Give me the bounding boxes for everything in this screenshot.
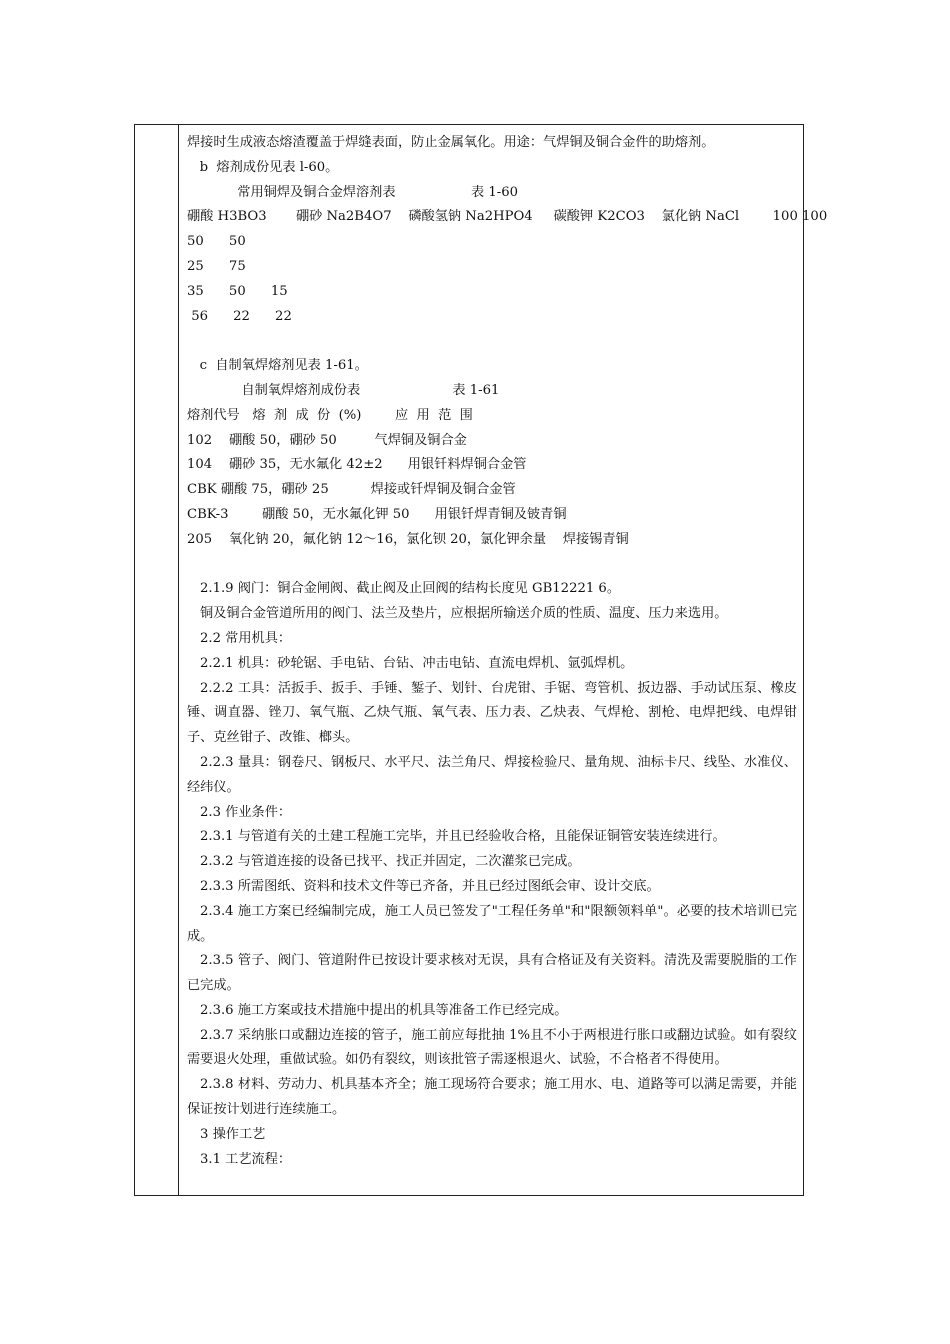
table-row: 50 50	[187, 234, 246, 250]
table-row: CBK 硼酸 75，硼砂 25 焊接或钎焊铜及铜合金管	[187, 482, 516, 498]
blank-line	[187, 553, 797, 578]
section-heading: 3 操作工艺	[200, 1126, 266, 1142]
paragraph: 2.1.9 阀门：铜合金闸阀、截止阀及止回阀的结构长度见 GB12221 6。	[200, 581, 621, 597]
table-row: CBK-3 硼酸 50，无水氟化钾 50 用银钎焊青铜及铍青铜	[187, 506, 567, 522]
section-heading: 3.1 工艺流程：	[200, 1151, 292, 1167]
paragraph: 铜及铜合金管道所用的阀门、法兰及垫片，应根据所输送介质的性质、温度、压力来选用。	[200, 606, 728, 622]
section-heading: 2.3 作业条件：	[200, 804, 292, 820]
table-title: 自制氧焊熔剂成份表 表 1-61	[187, 382, 500, 398]
paragraph: 2.2.3 量具：钢卷尺、钢板尺、水平尺、法兰角尺、焊接检验尺、量角规、油标卡尺、线坠、水准仪、经纬仪。	[187, 754, 797, 795]
table-title: 常用铜焊及铜合金焊溶剂表 表 1-60	[187, 184, 519, 200]
section-heading: 2.2 常用机具：	[200, 630, 292, 646]
table-header: 硼酸 H3BO3 硼砂 Na2B4O7 磷酸氢钠 Na2HPO4 碳酸钾 K2CO3 氯化钠 NaCl 100 100	[187, 209, 828, 225]
table-row: 56 22 22	[187, 308, 292, 324]
paragraph: 2.3.5 管子、阀门、管道附件已按设计要求核对无误，具有合格证及有关资料。清洗及需要脱脂的工作已完成。	[187, 953, 797, 994]
paragraph: 2.3.4 施工方案已经编制完成，施工人员已签发了"工程任务单"和"限额领料单"。必要的技术培训已完成。	[187, 903, 797, 944]
paragraph: 2.3.7 采纳胀口或翻边连接的管子，施工前应每批抽 1%且不小于两根进行胀口或翻边试验。如有裂纹需要退火处理，重做试验。如仍有裂纹，则该批管子需逐根退火、试验，不合格者不得使用。	[187, 1027, 797, 1068]
paragraph: 2.3.2 与管道连接的设备已找平、找正并固定，二次灌浆已完成。	[200, 854, 581, 870]
text-line: b 熔剂成份见表 l-60。	[187, 159, 339, 175]
table-header: 熔剂代号 熔 剂 成 份 (%) 应 用 范 围	[187, 407, 473, 423]
document-content	[187, 131, 828, 1172]
table-row: 104 硼砂 35，无水氟化 42±2 用银钎料焊铜合金管	[187, 457, 527, 473]
text-line: 焊接时生成液态熔渣覆盖于焊缝表面，防止金属氧化。用途：气焊铜及铜合金件的助熔剂。	[187, 135, 715, 150]
table-row: 35 50 15	[187, 283, 288, 299]
blank-line	[187, 329, 797, 354]
paragraph: 2.3.3 所需图纸、资料和技术文件等已齐备，并且已经过图纸会审、设计交底。	[200, 878, 660, 894]
table-row: 102 硼酸 50，硼砂 50 气焊铜及铜合金	[187, 432, 467, 448]
paragraph: 2.3.6 施工方案或技术措施中提出的机具等准备工作已经完成。	[200, 1002, 568, 1018]
text-line: c 自制氧焊熔剂见表 1-61。	[187, 358, 368, 374]
left-blank-column	[135, 125, 179, 1195]
paragraph: 2.2.2 工具：活扳手、扳手、手锤、錾子、划针、台虎钳、手锯、弯管机、扳边器、手动试压泵、橡皮锤、调直器、锉刀、氧气瓶、乙炔气瓶、氧气表、压力表、乙炔表、气焊枪、割枪、电焊把线、电焊钳子、克丝钳子、改锥、榔头。	[187, 680, 797, 746]
paragraph: 2.3.1 与管道有关的土建工程施工完毕，并且已经验收合格，且能保证铜管安装连续进行。	[200, 829, 726, 845]
paragraph: 2.2.1 机具：砂轮锯、手电钻、台钻、冲击电钻、直流电焊机、氩弧焊机。	[200, 655, 634, 671]
table-row: 25 75	[187, 258, 246, 274]
paragraph: 2.3.8 材料、劳动力、机具基本齐全；施工现场符合要求；施工用水、电、道路等可以满足需要，并能保证按计划进行连续施工。	[187, 1077, 797, 1118]
table-row: 205 氧化钠 20，氟化钠 12～16，氯化钡 20，氯化钾余量 焊接锡青铜	[187, 531, 629, 547]
document-table-frame	[134, 124, 828, 1196]
